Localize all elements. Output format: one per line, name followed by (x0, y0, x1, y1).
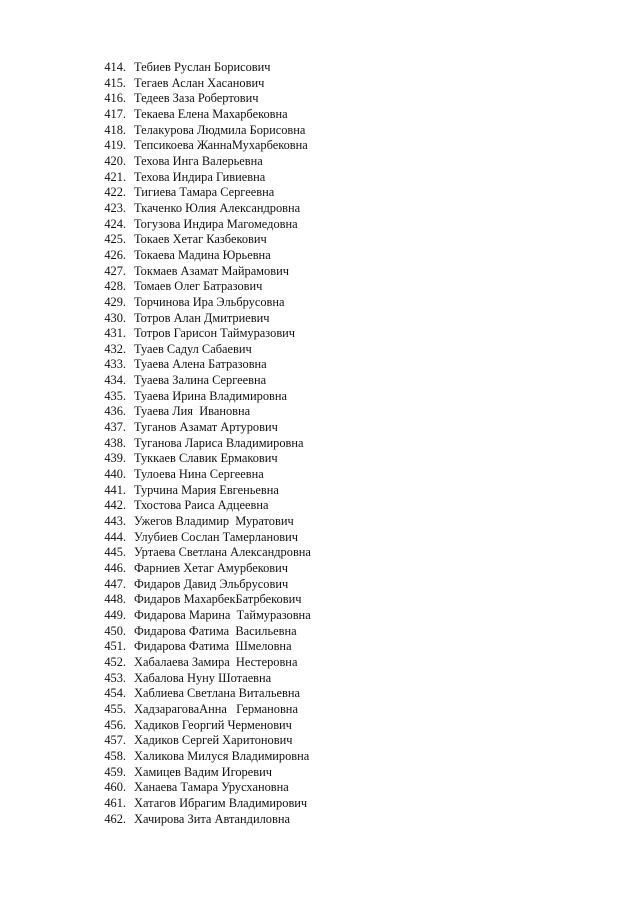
entry-number: 415. (104, 75, 126, 90)
list-item (96, 436, 311, 452)
entry-full-name: Тигиева Тамара Сергеевна (134, 185, 275, 200)
entry-number: 456. (104, 717, 126, 732)
entry-number: 448. (104, 592, 126, 607)
list-item (96, 373, 311, 389)
entry-number: 457. (104, 733, 126, 748)
list-item (96, 389, 311, 405)
entry-full-name: Хамицев Вадим Игоревич (134, 764, 272, 779)
entry-number: 432. (104, 341, 126, 356)
list-item (96, 311, 311, 327)
list-item (96, 592, 311, 608)
entry-number: 421. (104, 169, 126, 184)
list-item (96, 686, 311, 702)
list-item (96, 264, 311, 280)
list-item (96, 138, 311, 154)
list-item (96, 451, 311, 467)
entry-number: 425. (104, 232, 126, 247)
list-item (96, 483, 311, 499)
list-item (96, 295, 311, 311)
entry-number: 431. (104, 326, 126, 341)
entry-number: 428. (104, 279, 126, 294)
entry-full-name: Туаева Залина Сергеевна (134, 373, 267, 388)
entry-full-name: Туганов Азамат Артурович (134, 420, 278, 435)
entry-full-name: Тхостова Раиса Адцеевна (134, 498, 269, 513)
entry-full-name: Туганова Лариса Владимировна (134, 435, 304, 450)
entry-full-name: Хадиков Георгий Черменович (134, 717, 292, 732)
list-item (96, 76, 311, 92)
entry-number: 451. (104, 639, 126, 654)
entry-number: 423. (104, 200, 126, 215)
entry-full-name: Тулоева Нина Сергеевна (134, 467, 264, 482)
list-item (96, 702, 311, 718)
entry-number: 419. (104, 138, 126, 153)
list-item (96, 404, 311, 420)
list-item (96, 232, 311, 248)
entry-number: 443. (104, 514, 126, 529)
list-item (96, 577, 311, 593)
entry-full-name: Текаева Елена Махарбековна (134, 106, 288, 121)
list-item (96, 91, 311, 107)
list-item (96, 655, 311, 671)
list-item (96, 326, 311, 342)
entry-number: 420. (104, 153, 126, 168)
list-item (96, 185, 311, 201)
list-item (96, 671, 311, 687)
entry-full-name: Томаев Олег Батразович (134, 279, 263, 294)
entry-number: 418. (104, 122, 126, 137)
list-item (96, 248, 311, 264)
entry-full-name: Тебиев Руслан Борисович (134, 60, 271, 74)
entry-number: 461. (104, 795, 126, 810)
entry-full-name: Туккаев Славик Ермакович (134, 451, 278, 466)
list-item (96, 201, 311, 217)
entry-full-name: Тепсикоева ЖаннаМухарбековна (134, 138, 308, 153)
entry-full-name: Тотров Гарисон Таймуразович (134, 326, 296, 341)
entry-full-name: Турчина Мария Евгеньевна (134, 482, 279, 497)
entry-number: 422. (104, 185, 126, 200)
list-item (96, 420, 311, 436)
entry-full-name: Халикова Милуся Владимировна (134, 748, 310, 763)
list-item (96, 123, 311, 139)
entry-full-name: Фидарова Марина Таймуразовна (134, 607, 311, 622)
entry-number: 462. (104, 811, 126, 826)
entry-full-name: Техова Инга Валерьевна (134, 153, 263, 168)
list-item (96, 624, 311, 640)
list-item (96, 342, 311, 358)
entry-full-name: Хаблиева Светлана Витальевна (134, 686, 300, 701)
entry-number: 442. (104, 498, 126, 513)
entry-number: 434. (104, 373, 126, 388)
entry-full-name: Уртаева Светлана Александровна (134, 545, 311, 560)
list-item (96, 796, 311, 812)
entry-number: 426. (104, 247, 126, 262)
entry-full-name: Торчинова Ира Эльбрусовна (134, 294, 285, 309)
entry-number: 433. (104, 357, 126, 372)
entry-number: 452. (104, 654, 126, 669)
entry-number: 458. (104, 748, 126, 763)
entry-full-name: Фарниев Хетаг Амурбекович (134, 561, 289, 575)
entry-number: 454. (104, 686, 126, 701)
list-item (96, 639, 311, 655)
entry-full-name: Туаева Алена Батразовна (134, 357, 267, 372)
list-item (96, 60, 311, 76)
entry-number: 427. (104, 263, 126, 278)
entry-number: 445. (104, 545, 126, 560)
entry-number: 444. (104, 529, 126, 544)
list-item (96, 718, 311, 734)
list-item (96, 561, 311, 577)
entry-number: 460. (104, 780, 126, 795)
list-item (96, 780, 311, 796)
entry-number: 449. (104, 607, 126, 622)
entry-number: 414. (104, 60, 126, 74)
entry-full-name: Туаева Ирина Владимировна (134, 388, 287, 403)
entry-number: 440. (104, 467, 126, 482)
list-item (96, 545, 311, 561)
entry-full-name: Хачирова Зита Автандиловна (134, 811, 290, 826)
list-item (96, 812, 311, 828)
list-item (96, 765, 311, 781)
list-item (96, 514, 311, 530)
entry-full-name: Фидаров МахарбекБатрбекович (134, 592, 302, 607)
list-item (96, 530, 311, 546)
entry-full-name: Туаева Лия Ивановна (134, 404, 251, 419)
numbered-name-list (96, 60, 311, 827)
entry-full-name: Токмаев Азамат Майрамович (134, 263, 289, 278)
list-item (96, 170, 311, 186)
entry-full-name: Тотров Алан Дмитриевич (134, 310, 270, 325)
entry-full-name: Токаев Хетаг Казбекович (134, 232, 267, 247)
entry-full-name: Ханаева Тамара Урусхановна (134, 780, 289, 795)
entry-number: 455. (104, 701, 126, 716)
entry-full-name: Телакурова Людмила Борисовна (134, 122, 306, 137)
entry-full-name: Тогузова Индира Магомедовна (134, 216, 298, 231)
entry-full-name: Фидарова Фатима Шмеловна (134, 639, 292, 654)
list-item (96, 107, 311, 123)
list-item (96, 749, 311, 765)
list-item (96, 608, 311, 624)
entry-number: 417. (104, 106, 126, 121)
list-item (96, 154, 311, 170)
entry-full-name: Тегаев Аслан Хасанович (134, 75, 265, 90)
list-item (96, 279, 311, 295)
list-item (96, 217, 311, 233)
list-item (96, 467, 311, 483)
entry-full-name: Фидарова Фатима Васильевна (134, 623, 297, 638)
entry-full-name: Хадиков Сергей Харитонович (134, 733, 293, 748)
list-item (96, 357, 311, 373)
entry-full-name: Хабалова Нуну Шотаевна (134, 670, 272, 685)
entry-number: 430. (104, 310, 126, 325)
entry-full-name: Хатагов Ибрагим Владимирович (134, 795, 308, 810)
entry-number: 441. (104, 482, 126, 497)
entry-number: 459. (104, 764, 126, 779)
entry-full-name: Улубиев Сослан Тамерланович (134, 529, 299, 544)
entry-number: 424. (104, 216, 126, 231)
entry-full-name: Токаева Мадина Юрьевна (134, 247, 271, 262)
entry-number: 416. (104, 91, 126, 106)
entry-number: 446. (104, 561, 126, 575)
entry-number: 453. (104, 670, 126, 685)
entry-full-name: Фидаров Давид Эльбрусович (134, 576, 289, 591)
entry-number: 437. (104, 420, 126, 435)
list-item (96, 498, 311, 514)
entry-number: 439. (104, 451, 126, 466)
entry-number: 450. (104, 623, 126, 638)
entry-full-name: ХадзараговаАнна Германовна (134, 701, 298, 716)
entry-number: 436. (104, 404, 126, 419)
entry-number: 429. (104, 294, 126, 309)
entry-number: 447. (104, 576, 126, 591)
entry-full-name: Тедеев Заза Робертович (134, 91, 259, 106)
entry-number: 435. (104, 388, 126, 403)
entry-full-name: Туаев Садул Сабаевич (134, 341, 252, 356)
entry-full-name: Техова Индира Гивиевна (134, 169, 266, 184)
entry-full-name: Ткаченко Юлия Александровна (134, 200, 301, 215)
entry-number: 438. (104, 435, 126, 450)
entry-full-name: Ужегов Владимир Муратович (134, 514, 294, 529)
entry-full-name: Хабалаева Замира Нестеровна (134, 654, 298, 669)
list-item (96, 733, 311, 749)
